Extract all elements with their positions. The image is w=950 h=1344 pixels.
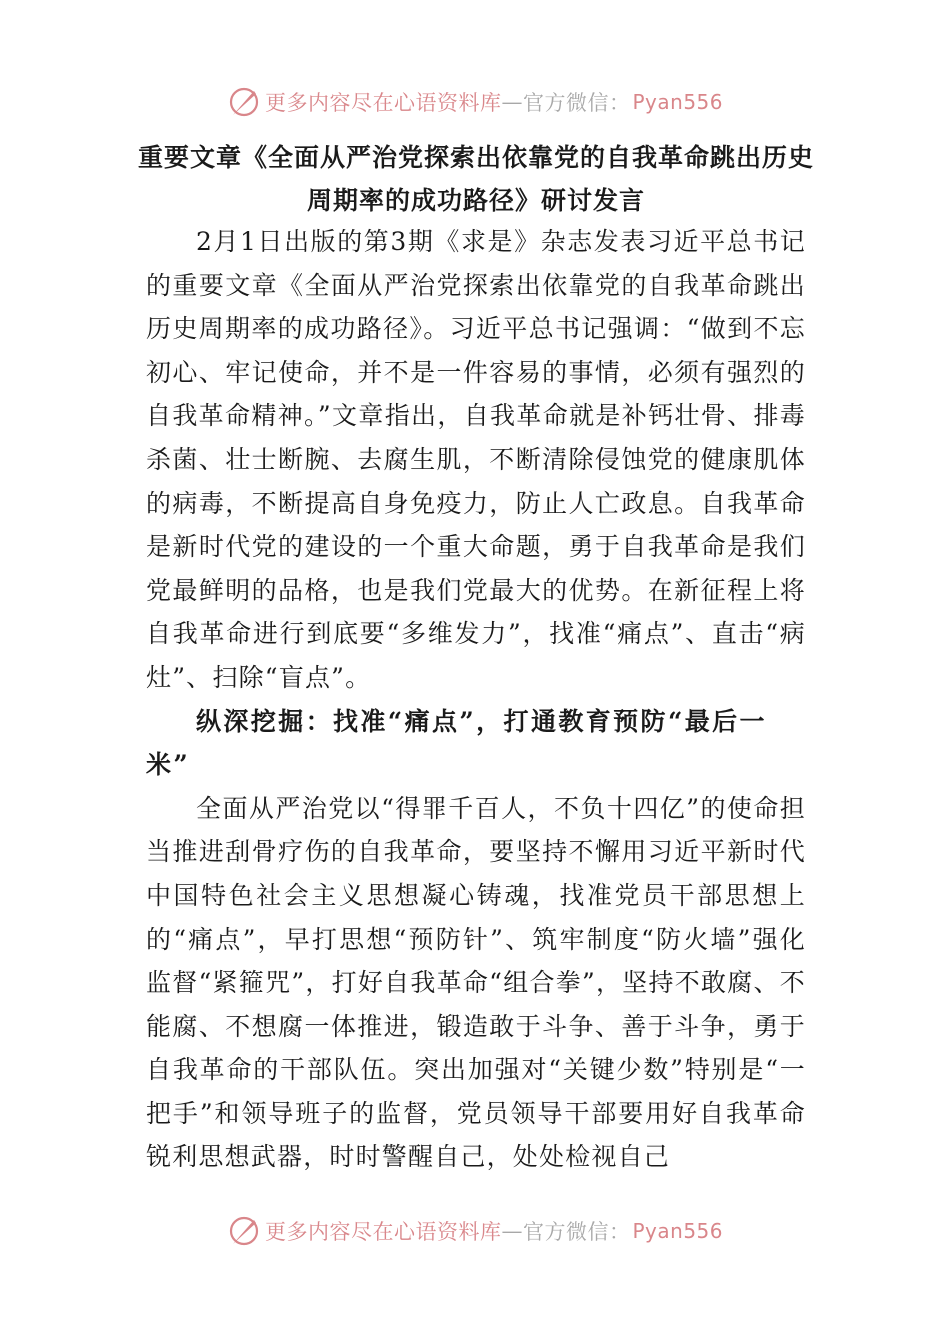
quill-logo-icon xyxy=(227,1214,261,1248)
watermark-brand: 更多内容尽在心语资料库 xyxy=(264,91,502,115)
intro-paragraph: 2月1日出版的第3期《求是》杂志发表习近平总书记的重要文章《全面从严治党探索出依靠党的自我革命跳出历史周期率的成功路径》。习近平总书记强调：“做到不忘初心、牢记使命，并不是一件容易的事情，必须有强烈的自我革命精神。”文章指出，自我革命就是补钙壮骨、排毒杀菌、壮士断腕、去腐生肌，不断清除侵蚀党的健康肌体的病毒，不断提高自身免疫力，防止人亡政息。自我革命是新时代党的建设的一个重大命题，勇于自我革命是我们党最鲜明的品格，也是我们党最大的优势。在新征程上将自我革命进行到底要“多维发力”，找准“痛点”、直击“病灶”、扫除“盲点”。 xyxy=(146,227,806,692)
watermark-dash: — xyxy=(501,1219,523,1243)
watermark-header xyxy=(0,82,950,122)
watermark-label: 官方微信： xyxy=(522,91,631,115)
watermark-wechat-id: Pyan556 xyxy=(632,90,723,114)
watermark-brand: 更多内容尽在心语资料库 xyxy=(264,1220,502,1244)
watermark-label: 官方微信： xyxy=(522,1220,631,1244)
watermark-wechat-id: Pyan556 xyxy=(632,1219,723,1243)
document-title: 重要文章《全面从严治党探索出依靠党的自我革命跳出历史周期率的成功路径》研讨发言 xyxy=(137,143,814,215)
section-paragraph: 全面从严治党以“得罪千百人，不负十四亿”的使命担当推进刮骨疗伤的自我革命，要坚持不懈用习近平新时代中国特色社会主义思想凝心铸魂，找准党员干部思想上的“痛点”，早打思想“预防针”、筑牢制度“防火墙”强化监督“紧箍咒”，打好自我革命“组合拳”，坚持不敢腐、不能腐、不想腐一体推进，锻造敢于斗争、善于斗争，勇于自我革命的干部队伍。突出加强对“关键少数”特别是“一把手”和领导班子的监督，党员领导干部要用好自我革命锐利思想武器，时时警醒自己，处处检视自己 xyxy=(146,793,806,1172)
watermark-dash: — xyxy=(501,90,523,114)
section-heading: 纵深挖掘：找准“痛点”，打通教育预防“最后一米” xyxy=(146,706,767,780)
quill-logo-icon xyxy=(227,85,261,119)
watermark-footer xyxy=(0,1211,950,1251)
document-body xyxy=(137,136,814,1179)
